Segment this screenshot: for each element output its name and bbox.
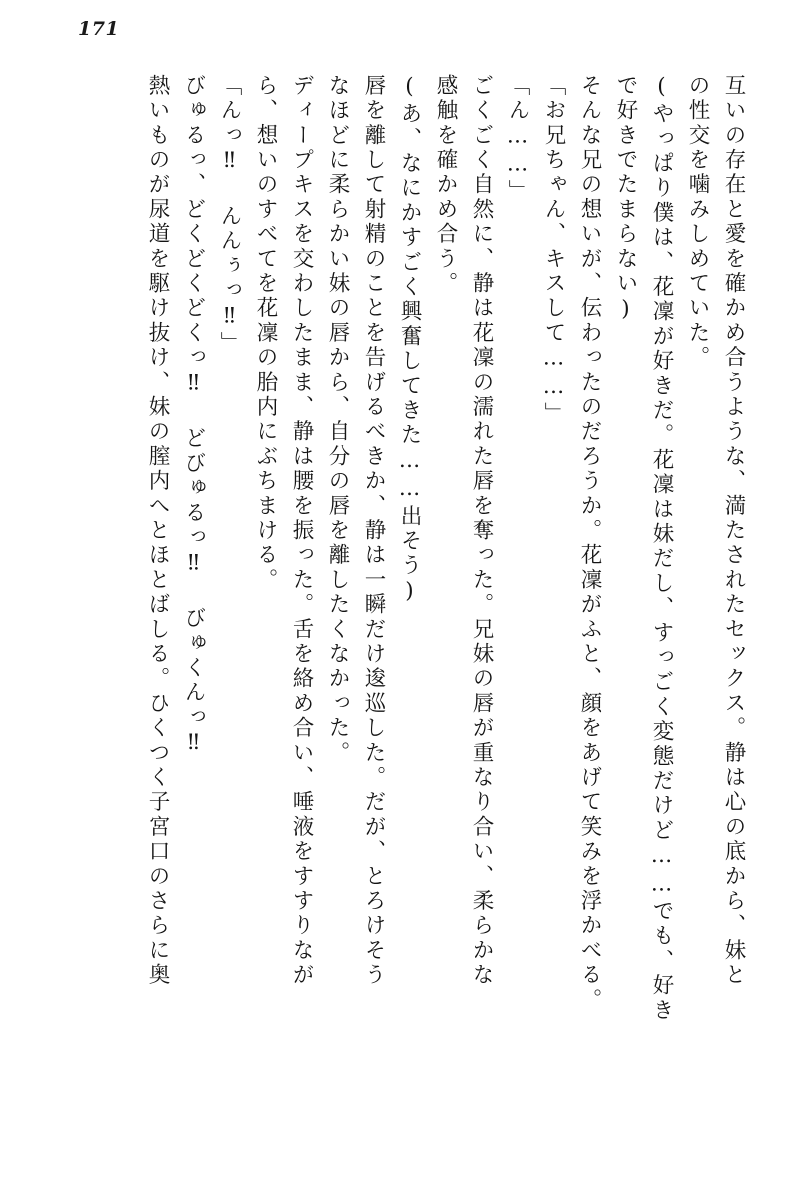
text-line: 感触を確かめ合う。 bbox=[433, 74, 458, 297]
text-line: びゅるっ、どくどくどくっ‼ どびゅるっ‼ びゅくんっ‼ bbox=[181, 74, 206, 759]
text-line: (あ、なにかすごく興奮してきた……出そう) bbox=[397, 74, 422, 607]
text-line: 「お兄ちゃん、キスして……」 bbox=[541, 74, 566, 427]
text-line: なほどに柔らかい妹の唇から、自分の唇を離したくなかった。 bbox=[325, 74, 350, 766]
text-line: 熱いものが尿道を駆け抜け、妹の膣内へとほとばしる。ひくつく子宮口のさらに奥 bbox=[145, 74, 170, 988]
text-line: ごくごく自然に、静は花凜の濡れた唇を奪った。兄妹の唇が重なり合い、柔らかな bbox=[469, 74, 494, 988]
text-line: で好きでたまらない) bbox=[613, 74, 638, 325]
text-line: ディープキスを交わしたまま、静は腰を振った。舌を絡め合い、唾液をすすりなが bbox=[289, 74, 314, 988]
text-line: 「ん……」 bbox=[505, 74, 530, 205]
text-line: 唇を離して射精のことを告げるべきか、静は一瞬だけ逡巡した。だが、とろけそう bbox=[361, 74, 386, 988]
page-body-text bbox=[44, 74, 744, 1190]
text-line: ら、想いのすべてを花凜の胎内にぶちまける。 bbox=[253, 74, 278, 593]
text-line: 「んっ‼ んんぅっ‼」 bbox=[217, 74, 242, 357]
text-line: の性交を噛みしめていた。 bbox=[685, 74, 710, 371]
text-line: そんな兄の想いが、伝わったのだろうか。花凜がふと、顔をあげて笑みを浮かべる。 bbox=[577, 74, 602, 1013]
text-line: 互いの存在と愛を確かめ合うような、満たされたセックス。静は心の底から、妹と bbox=[721, 74, 746, 988]
page-number: 171 bbox=[78, 18, 120, 40]
text-line: (やっぱり僕は、花凜が好きだ。花凜は妹だし、すっごく変態だけど……でも、好き bbox=[649, 74, 674, 1024]
